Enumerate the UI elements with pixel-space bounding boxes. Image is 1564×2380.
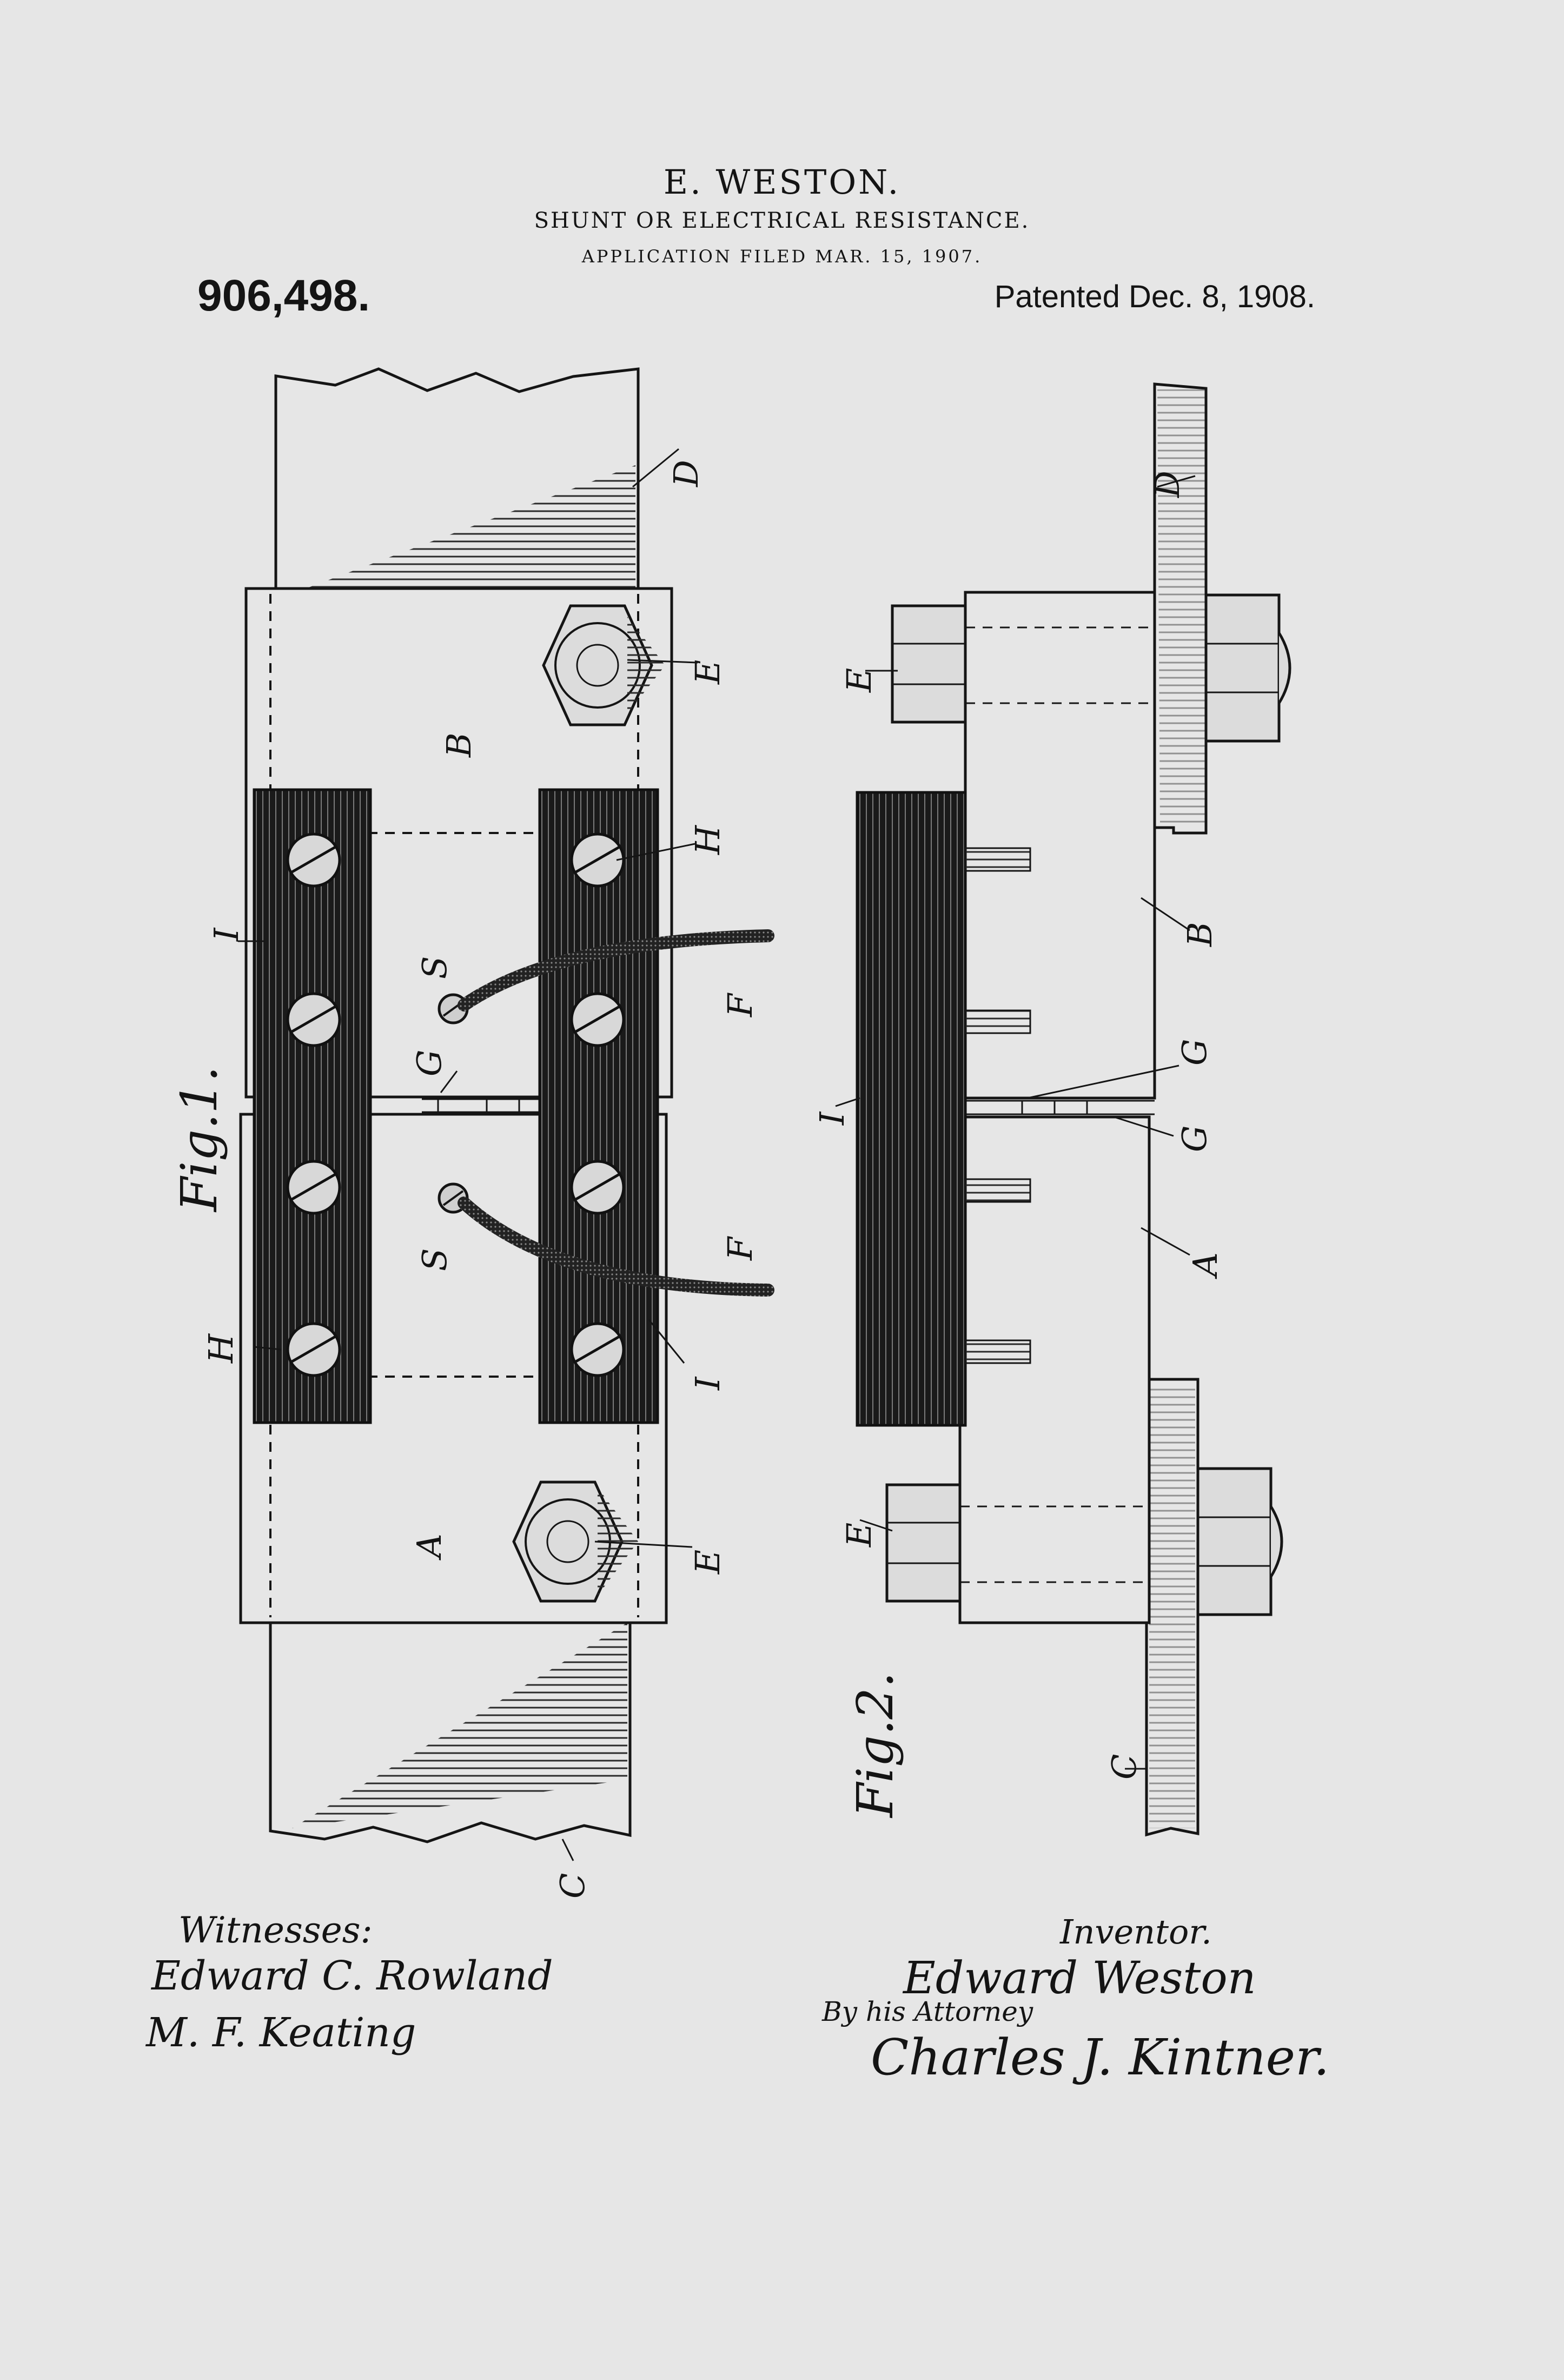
fig1-caption: Fig.1. xyxy=(170,1066,228,1212)
label-a: A xyxy=(409,1533,449,1558)
patent-title: SHUNT OR ELECTRICAL RESISTANCE. xyxy=(534,208,1030,233)
patent-number: 906,498. xyxy=(197,271,370,320)
label-f-upper: F xyxy=(720,993,760,1017)
label-s-upper: S xyxy=(415,956,454,979)
label-g: G xyxy=(409,1049,449,1076)
fig2-label-e-upper: E xyxy=(839,667,879,692)
application-filed-line: APPLICATION FILED MAR. 15, 1907. xyxy=(581,246,983,267)
label-e-upper: E xyxy=(688,659,727,684)
label-c: C xyxy=(553,1873,592,1899)
fig2-label-d: D xyxy=(1148,471,1187,498)
fig2-label-i: I xyxy=(812,1112,852,1125)
witnesses-label: Witnesses: xyxy=(178,1909,373,1951)
fig2-label-e-lower: E xyxy=(839,1522,879,1547)
fig2-resistance-strip xyxy=(857,792,965,1425)
label-h-upper: H xyxy=(688,825,727,855)
fig2-label-g-upper: G xyxy=(1175,1039,1214,1066)
label-i-right: I xyxy=(688,1377,727,1390)
witness-signature-2: M. F. Keating xyxy=(146,2009,416,2056)
label-s-lower: S xyxy=(415,1248,454,1271)
fig2-label-c: C xyxy=(1104,1754,1144,1780)
label-i-left: I xyxy=(207,928,246,941)
fig2-label-a: A xyxy=(1185,1252,1225,1277)
inventor-label: Inventor. xyxy=(1060,1912,1212,1952)
label-b: B xyxy=(439,732,479,757)
fig2-drawing xyxy=(836,384,1290,1835)
label-e-lower: E xyxy=(688,1549,727,1574)
fig2-label-b: B xyxy=(1180,922,1220,947)
inventor-name: E. WESTON. xyxy=(663,162,901,202)
fig2-caption: Fig.2. xyxy=(846,1671,904,1817)
witness-signature-1: Edward C. Rowland xyxy=(151,1953,553,1999)
label-f-lower: F xyxy=(720,1237,760,1260)
attorney-label: By his Attorney xyxy=(822,1996,1033,2027)
patented-date: Patented Dec. 8, 1908. xyxy=(994,279,1315,314)
inventor-signature: Edward Weston xyxy=(903,1953,1256,2004)
label-h-lower: H xyxy=(201,1333,241,1363)
attorney-signature: Charles J. Kintner. xyxy=(871,2028,1330,2086)
label-d: D xyxy=(666,460,706,487)
fig2-label-g-lower: G xyxy=(1175,1125,1214,1152)
fig1-drawing xyxy=(238,369,768,1861)
